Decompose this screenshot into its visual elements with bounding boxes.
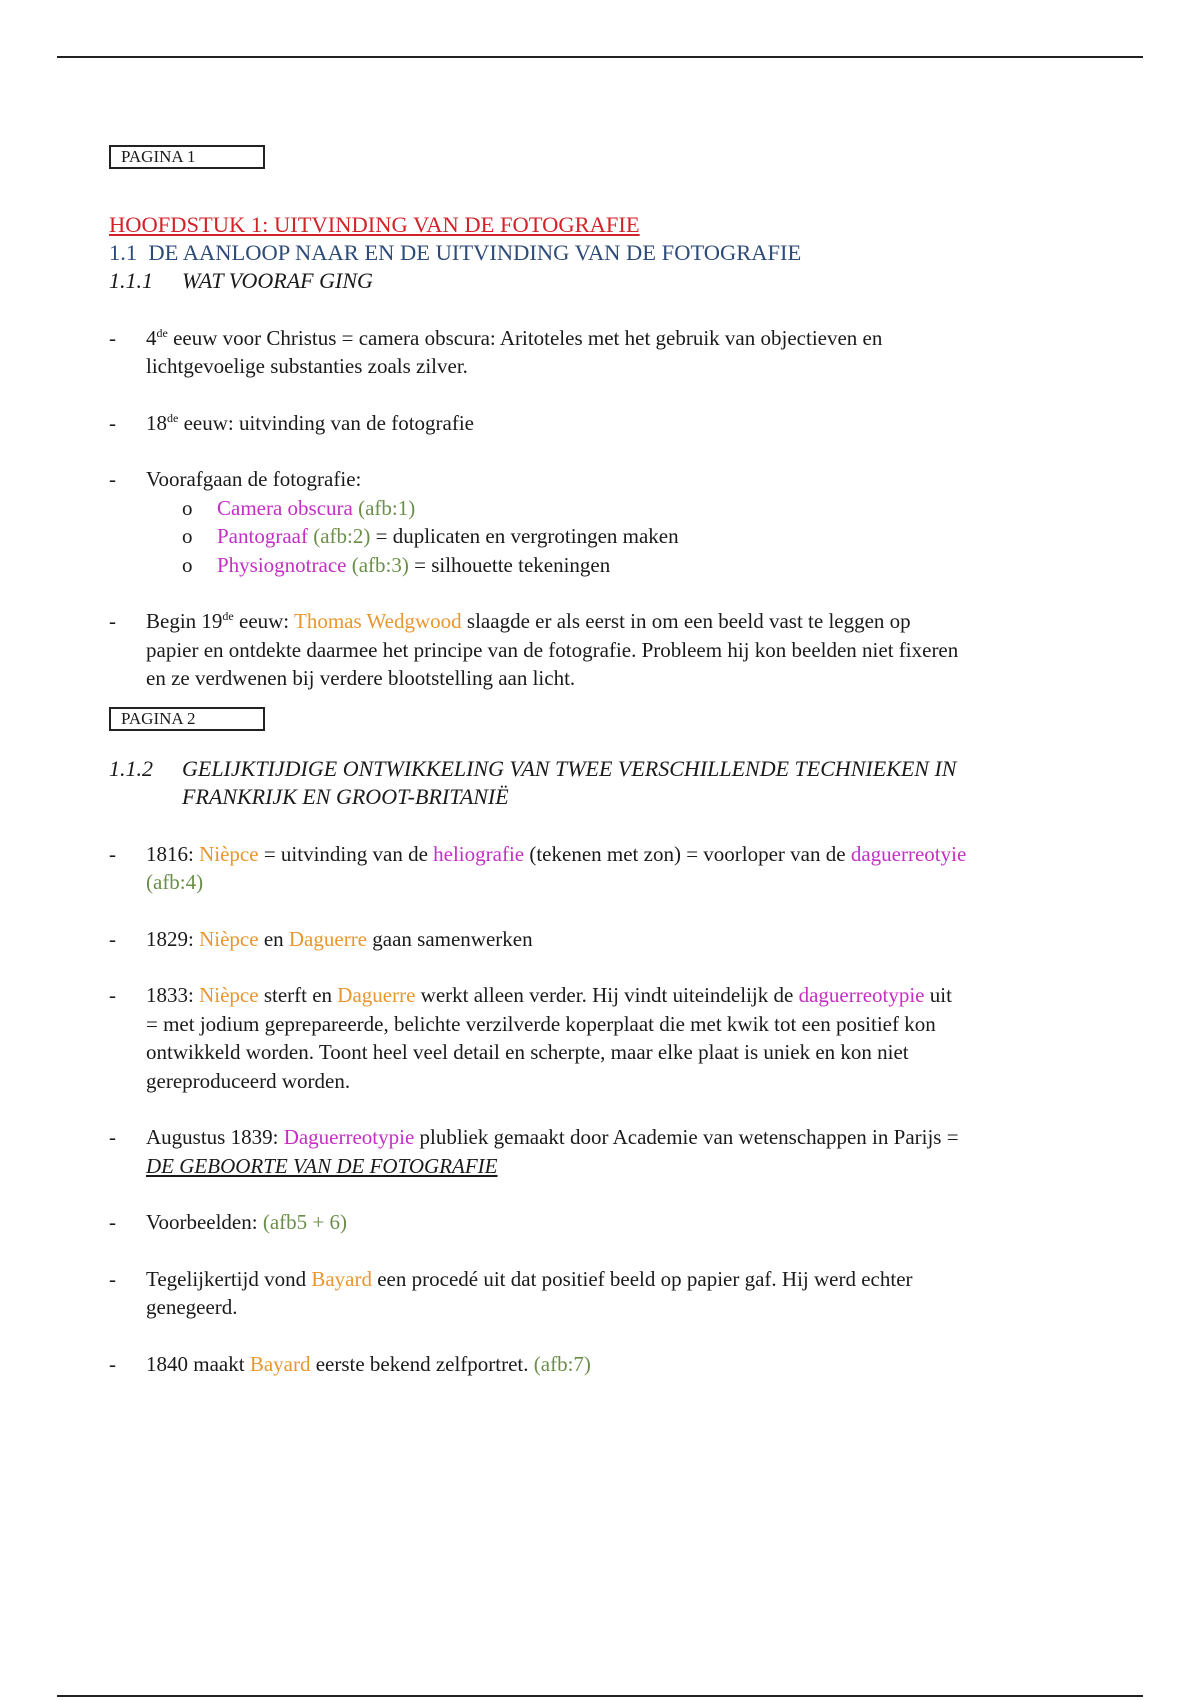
bullet-circle: o — [182, 495, 193, 520]
text: eerste bekend zelfportret. — [310, 1351, 534, 1376]
text: eeuw: uitvinding van de fotografie — [178, 410, 474, 435]
section-title: DE AANLOOP NAAR EN DE UITVINDING VAN DE FOTOGRAFIE — [148, 240, 802, 265]
text: 1840 maakt — [146, 1351, 250, 1376]
section-heading — [109, 239, 1109, 267]
text: eeuw voor Christus = camera obscura: Aritoteles met het gebruik van objectieven en — [167, 325, 883, 350]
subsection-title: GELIJKTIJDIGE ONTWIKKELING VAN TWEE VERSCHILLENDE TECHNIEKEN IN — [182, 755, 957, 781]
term: Camera obscura — [217, 495, 353, 520]
bullet-dash: - — [109, 983, 116, 1007]
page-label-box: PAGINA 2 — [109, 707, 265, 731]
subsection-heading — [109, 267, 1109, 296]
text: Begin 19 — [146, 609, 223, 633]
chapter-title: HOOFDSTUK 1: UITVINDING VAN DE FOTOGRAFIE — [109, 212, 640, 237]
text: = uitvinding van de — [258, 841, 434, 866]
figure-ref: (afb:7) — [533, 1351, 591, 1376]
subsection-title: FRANKRIJK EN GROOT-BRITANIË — [182, 784, 509, 809]
text: = met jodium geprepareerde, belichte verzilverde koperplaat die met kwik tot een positief kon — [146, 1011, 936, 1036]
text: werkt alleen verder. Hij vindt uiteindelijk de — [415, 983, 799, 1007]
list-item — [109, 1208, 1109, 1237]
text: 4 — [146, 325, 157, 350]
text: Voorbeelden: — [146, 1210, 263, 1234]
text: en ze verdwenen bij verdere blootstelling aan licht. — [146, 666, 576, 690]
figure-ref: (afb:1) — [352, 495, 416, 520]
term: Physiognotrace — [217, 552, 347, 577]
list-item — [109, 840, 1109, 897]
person-name: Nièpce — [199, 841, 259, 866]
list-item — [109, 1350, 1109, 1379]
subsection-number: 1.1.2 — [109, 755, 153, 781]
text: slaagde er als eerst in om een beeld vast te leggen op — [461, 609, 911, 633]
bullet-dash: - — [109, 1210, 116, 1234]
text: 18 — [146, 410, 167, 435]
term: Pantograaf — [217, 524, 308, 548]
text: = duplicaten en vergrotingen maken — [370, 524, 679, 548]
list-item — [109, 607, 1109, 693]
term: Daguerreotypie — [283, 1125, 415, 1149]
subsection-title: WAT VOORAF GING — [182, 268, 373, 293]
subsection-number: 1.1.1 — [109, 268, 153, 293]
text: sterft en — [258, 983, 338, 1007]
list-item — [109, 981, 1109, 1095]
text: plubliek gemaakt door Academie van wetenschappen in Parijs = — [414, 1125, 959, 1149]
emphasis-text: DE GEBOORTE VAN DE FOTOGRAFIE — [146, 1153, 498, 1178]
bullet-dash: - — [109, 325, 116, 350]
bullet-dash: - — [109, 1266, 116, 1291]
list-item — [109, 1265, 1109, 1322]
text: een procedé uit dat positief beeld op papier gaf. Hij werd echter — [371, 1266, 913, 1291]
list-item — [109, 324, 1109, 381]
figure-ref: (afb:4) — [146, 870, 204, 894]
text: uit — [924, 983, 952, 1007]
list-item — [109, 925, 1109, 954]
list-item — [109, 1123, 1109, 1180]
term: daguerreotyie — [850, 841, 967, 866]
text: Augustus 1839: — [146, 1125, 284, 1149]
figure-ref: (afb5 + 6) — [262, 1210, 347, 1234]
figure-ref: (afb:2) — [307, 524, 371, 548]
person-name: Daguerre — [288, 926, 368, 951]
text: 1816: — [146, 841, 200, 866]
person-name: Nièpce — [199, 926, 259, 951]
text: en — [258, 926, 289, 951]
bullet-dash: - — [109, 926, 116, 951]
bullet-circle: o — [182, 552, 193, 577]
text: 1829: — [146, 926, 200, 951]
text: genegeerd. — [146, 1295, 238, 1319]
person-name: Nièpce — [199, 983, 259, 1007]
bullet-dash: - — [109, 609, 116, 633]
text: papier en ontdekte daarmee het principe van de fotografie. Probleem hij kon beelden niet fixeren — [146, 637, 959, 662]
text: Tegelijkertijd vond — [146, 1266, 312, 1291]
text: ontwikkeld worden. Toont heel veel detail en scherpte, maar elke plaat is uniek en kon niet — [146, 1040, 909, 1064]
text: = silhouette tekeningen — [408, 552, 611, 577]
text: eeuw: — [233, 609, 295, 633]
person-name: Bayard — [249, 1351, 311, 1376]
bullet-dash: - — [109, 1125, 116, 1149]
term: daguerreotypie — [798, 983, 925, 1007]
bullet-circle: o — [182, 524, 193, 548]
superscript: de — [222, 609, 234, 623]
text: gereproduceerd worden. — [146, 1068, 351, 1093]
sub-list-item — [182, 551, 1109, 580]
header-rule — [57, 56, 1143, 58]
figure-ref: (afb:3) — [346, 552, 409, 577]
section-number: 1.1 — [109, 240, 138, 265]
person-name: Bayard — [311, 1266, 372, 1291]
page-label-box: PAGINA 1 — [109, 145, 265, 169]
subsection-heading — [109, 755, 1109, 812]
bullet-dash: - — [109, 410, 116, 435]
list-item — [109, 409, 1109, 438]
sub-list-item — [182, 522, 1109, 551]
text: gaan samenwerken — [367, 926, 533, 951]
superscript: de — [167, 410, 179, 425]
bullet-dash: - — [109, 841, 116, 866]
document-body — [109, 145, 1109, 1378]
person-name: Thomas Wedgwood — [294, 609, 462, 633]
person-name: Daguerre — [337, 983, 416, 1007]
text: Voorafgaan de fotografie: — [146, 467, 362, 491]
text: (tekenen met zon) = voorloper van de — [524, 841, 851, 866]
superscript: de — [156, 325, 168, 340]
sub-list-item — [182, 494, 1109, 523]
bullet-dash: - — [109, 1351, 116, 1376]
bullet-dash: - — [109, 467, 116, 491]
text: lichtgevoelige substanties zoals zilver. — [146, 354, 468, 378]
footer-rule — [57, 1695, 1143, 1697]
term: heliografie — [433, 841, 525, 866]
text: 1833: — [146, 983, 200, 1007]
list-item — [109, 465, 1109, 494]
